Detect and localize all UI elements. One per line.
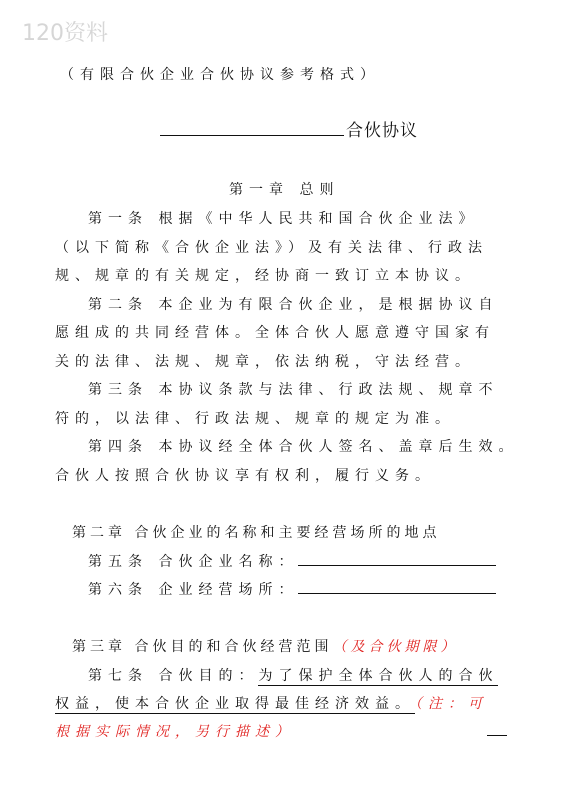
chapter2-heading: 第二章 合伙企业的名称和主要经营场所的地点 — [72, 525, 441, 541]
watermark: 120资料 — [22, 21, 108, 46]
chapter3-heading-text: 第三章 合伙目的和合伙经营范围 — [72, 639, 333, 655]
chapter3-heading-note: （及合伙期限） — [332, 639, 459, 655]
chapter1-line: 规、规章的有关规定，经协商一致订立本协议。 — [55, 268, 475, 284]
chapter3-heading — [72, 636, 458, 656]
chapter1-line: 愿组成的共同经营体。全体合伙人愿意遵守国家有 — [55, 325, 495, 341]
article7-line2 — [55, 693, 488, 713]
article7-label: 第七条 合伙目的： — [88, 668, 259, 684]
chapter1-line: 第一条 根据《中华人民共和国合伙企业法》 — [88, 211, 479, 227]
article7-purpose-text-2: 权益，使本合伙企业取得最佳经济效益。 — [55, 696, 415, 712]
format-subtitle: （有限合伙企业合伙协议参考格式） — [60, 67, 380, 83]
chapter1-heading: 第一章 总则 — [229, 182, 340, 198]
business-location-field[interactable] — [298, 579, 496, 594]
article5-label: 第五条 合伙企业名称： — [88, 554, 299, 570]
article7-note-1: （注：可 — [415, 696, 488, 712]
article5-row — [88, 551, 496, 571]
article7-line1 — [88, 665, 498, 685]
trailing-blank-line — [487, 735, 507, 736]
chapter1-line: 合伙人按照合伙协议享有权利，履行义务。 — [55, 468, 435, 484]
chapter1-line: 第三条 本协议条款与法律、行政法规、规章不 — [88, 382, 499, 398]
enterprise-name-field[interactable] — [298, 551, 496, 566]
chapter1-line: 第四条 本协议经全体合伙人签名、盖章后生效。 — [88, 439, 519, 455]
article7-line3 — [55, 721, 295, 741]
article7-purpose-text-1: 为了保护全体合伙人的合伙 — [258, 668, 499, 684]
document-title — [160, 116, 418, 141]
chapter1-line: （以下简称《合伙企业法》）及有关法律、行政法 — [55, 240, 488, 256]
article7-note-2: 根据实际情况，另行描述） — [55, 724, 295, 740]
article6-row — [88, 579, 496, 599]
title-blank-line[interactable] — [160, 117, 344, 136]
chapter1-line: 第二条 本企业为有限合伙企业，是根据协议自 — [88, 297, 499, 313]
title-text: 合伙协议 — [346, 121, 418, 141]
chapter1-line: 符的，以法律、行政法规、规章的规定为准。 — [55, 411, 455, 427]
article6-label: 第六条 企业经营场所： — [88, 582, 299, 598]
chapter1-line: 关的法律、法规、规章，依法纳税，守法经营。 — [55, 354, 475, 370]
